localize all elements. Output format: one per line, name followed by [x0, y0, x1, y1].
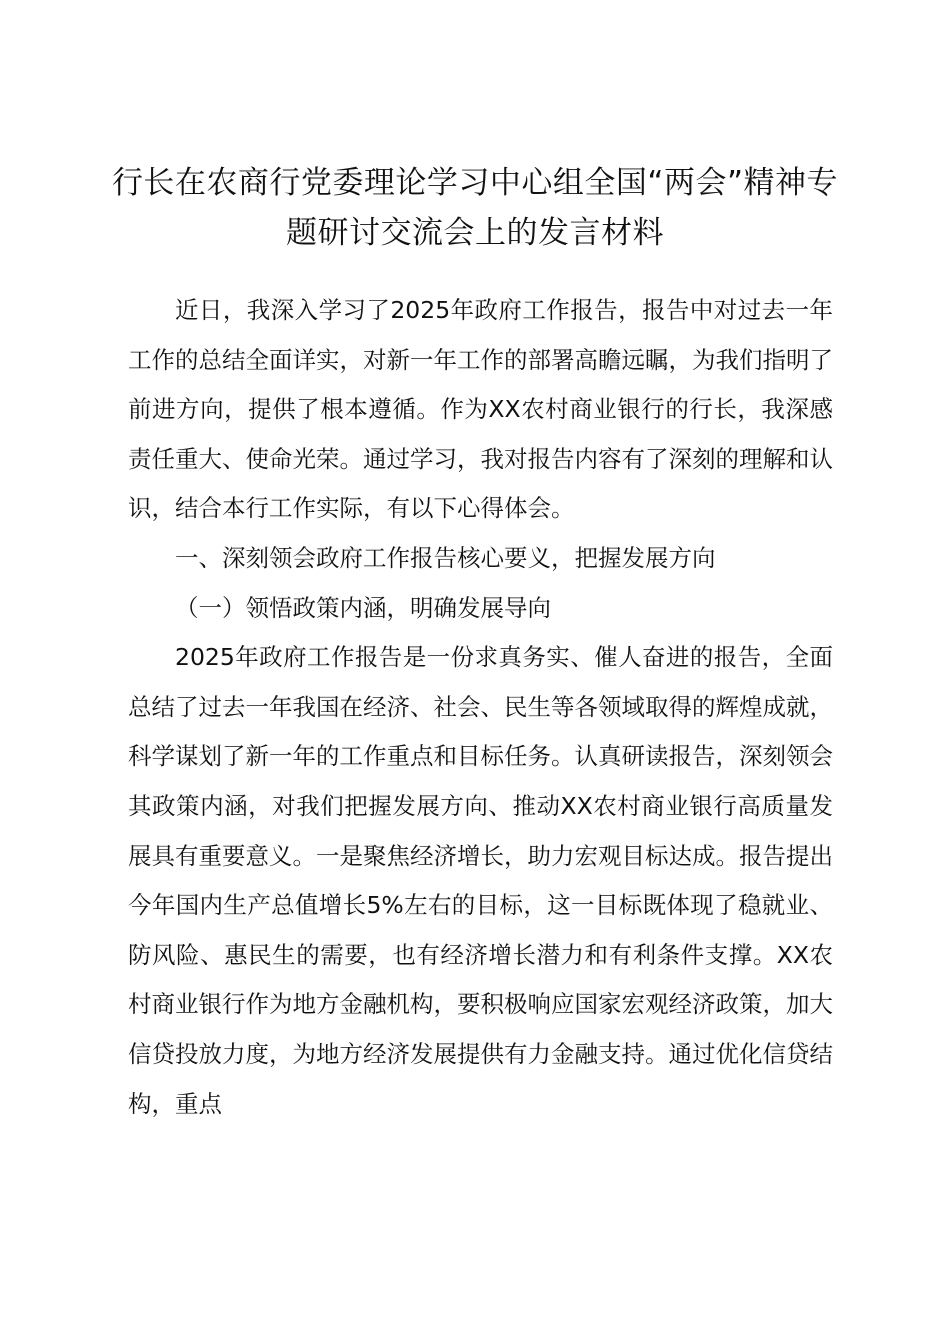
document-body: [128, 286, 833, 1129]
document-title: 行长在农商行党委理论学习中心组全国“两会”精神专题研讨交流会上的发言材料: [111, 165, 839, 251]
body-paragraph: 2025年政府工作报告是一份求真务实、催人奋进的报告，全面总结了过去一年我国在经济、社会、民生等各领域取得的辉煌成就，科学谋划了新一年的工作重点和目标任务。认真研读报告，深刻领会其政策内涵，对我们把握发展方向、推动XX农村商业银行高质量发展具有重要意义。一是聚焦经济增长，助力宏观目标达成。报告提出今年国内生产总值增长5%左右的目标，这一目标既体现了稳就业、防风险、惠民生的需要，也有经济增长潜力和有利条件支撑。XX农村商业银行作为地方金融机构，要积极响应国家宏观经济政策，加大信贷投放力度，为地方经济发展提供有力金融支持。通过优化信贷结构，重点: [128, 643, 833, 1118]
section-heading: 一、深刻领会政府工作报告核心要义，把握发展方向: [175, 543, 716, 572]
intro-paragraph: 近日，我深入学习了2025年政府工作报告，报告中对过去一年工作的总结全面详实，对新一年工作的部署高瞻远瞩，为我们指明了前进方向，提供了根本遵循。作为XX农村商业银行的行长，我深感责任重大、使命光荣。通过学习，我对报告内容有了深刻的理解和认识，结合本行工作实际，有以下心得体会。: [128, 296, 833, 523]
subsection-heading: （一）领悟政策内涵，明确发展导向: [175, 593, 551, 622]
